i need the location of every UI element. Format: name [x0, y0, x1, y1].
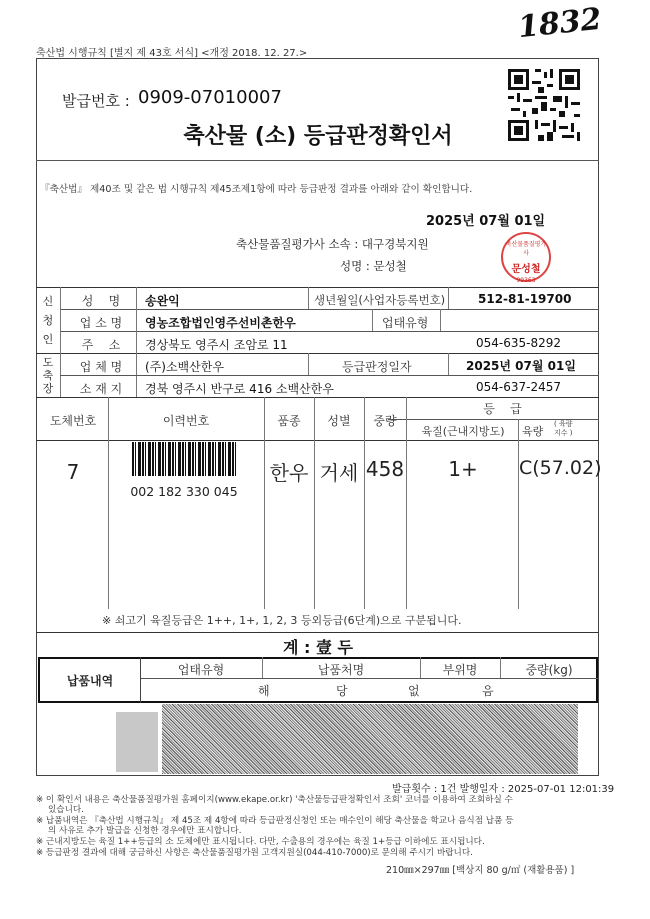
- paper-spec: 210㎜×297㎜ [백상지 80 g/㎡ (재활용품) ]: [386, 865, 575, 876]
- divider: [308, 287, 309, 309]
- name-label: 성 명: [81, 294, 121, 308]
- divider: [440, 309, 441, 331]
- divider: [60, 331, 599, 332]
- divider: [448, 353, 449, 375]
- business-name-label: 업 소 명: [79, 316, 123, 330]
- watermark-logo: [116, 712, 158, 772]
- divider: [60, 309, 599, 310]
- applicant-section-label: 신청인: [42, 295, 54, 346]
- birth-label: 생년월일(사업자등록번호): [314, 293, 446, 307]
- divider: [372, 309, 373, 331]
- sex-value: 거세: [319, 461, 359, 485]
- security-pattern: [162, 704, 578, 774]
- applicant-address: 경상북도 영주시 조암로 11: [145, 338, 288, 352]
- footer-note: ※ 근내지방도는 육질 1++등급의 소 도체에만 표시됩니다. 다만, 수출용의 경우에는 육질 1+등급 이하에도 표시됩니다.: [36, 837, 485, 847]
- issue-date: 2025년 07월 01일: [426, 214, 546, 229]
- assessor-affiliation: 축산물품질평가사 소속 : 대구경북지원: [236, 237, 429, 251]
- meat-quality-grade: 1+: [448, 457, 478, 481]
- delivery-header-type: 업태유형: [177, 663, 225, 677]
- company-label: 업 체 명: [79, 360, 123, 374]
- print-info: 발급횟수 : 1건 발행일자 : 2025-07-01 12:01:39: [392, 784, 615, 795]
- slaughterhouse-address: 경북 영주시 반구로 416 소백산한우: [145, 382, 334, 396]
- header-yield: 육량: [522, 425, 544, 438]
- location-label: 소 재 지: [79, 382, 123, 396]
- delivery-header-weight: 중량(kg): [525, 663, 573, 677]
- divider: [36, 353, 599, 354]
- footer-note: ※ 납품내역은 『축산법 시행규칙』 제 45조 제 4항에 따라 등급판정신청인 또는 매수인이 해당 축산물을 학교나 음식점 납품 등: [36, 816, 514, 826]
- grading-date-label: 등급판정일자: [342, 360, 412, 374]
- header-sex: 성별: [327, 414, 351, 428]
- divider: [36, 397, 599, 398]
- divider: [136, 287, 137, 397]
- breed-value: 한우: [269, 461, 309, 485]
- total-count: 계 : 壹 두: [282, 638, 354, 657]
- seal-number: 99363: [516, 277, 536, 284]
- slaughterhouse-name: (주)소백산한우: [145, 360, 224, 374]
- carcass-number: 7: [66, 460, 80, 484]
- header-breed: 품종: [277, 414, 301, 428]
- applicant-name: 송완익: [145, 294, 180, 308]
- grade-note: ※ 쇠고기 육질등급은 1++, 1+, 1, 2, 3 등외등급(6단계)으로 구분됩니다.: [102, 614, 462, 627]
- business-type-label: 업태유형: [382, 316, 429, 330]
- divider: [140, 678, 598, 679]
- header-grade: 등 급: [483, 402, 522, 416]
- divider: [406, 397, 407, 609]
- seal-title: 축산물품질평가사: [505, 241, 547, 257]
- delivery-none-char: 해: [258, 684, 270, 698]
- divider: [60, 287, 61, 397]
- seal-name: 문성철: [511, 264, 541, 275]
- document-title: 축산물 (소) 등급판정확인서: [183, 124, 453, 149]
- trace-barcode: [132, 442, 236, 476]
- assessor-name: 성명 : 문성철: [340, 259, 407, 273]
- divider: [448, 287, 449, 309]
- grading-date: 2025년 07월 01일: [466, 359, 576, 373]
- footer-note: ※ 이 확인서 내용은 축산물품질평가원 홈페이지(www.ekape.or.kr) '축산물등급판정확인서 조회' 코너를 이용하여 조회하실 수: [36, 795, 513, 805]
- divider: [36, 287, 599, 288]
- business-reg-number: 512-81-19700: [478, 292, 572, 306]
- form-reference: 축산법 시행규칙 [별지 제 43호 서식] <개정 2018. 12. 27.>: [36, 48, 308, 59]
- applicant-phone: 054-635-8292: [476, 336, 562, 350]
- weight-value: 458: [365, 457, 405, 481]
- trace-number: 002 182 330 045: [130, 484, 238, 499]
- header-weight: 중량: [373, 414, 397, 428]
- delivery-none-char: 당: [336, 684, 348, 698]
- address-label: 주 소: [81, 338, 121, 352]
- official-seal: [501, 232, 551, 282]
- slaughterhouse-phone: 054-637-2457: [476, 380, 562, 394]
- divider: [518, 419, 519, 609]
- header-carcass-no: 도체번호: [49, 414, 97, 428]
- header-trace-no: 이력번호: [162, 414, 210, 428]
- footer-note: 의 사유로 추가 발급을 신청한 경우에만 표시합니다.: [48, 826, 242, 836]
- handwritten-number: 1832: [516, 1, 604, 46]
- delivery-label: 납품내역: [66, 674, 114, 688]
- divider: [36, 632, 599, 633]
- issue-number-label: 발급번호 :: [62, 92, 130, 110]
- header-meat-quality: 육질(근내지방도): [421, 425, 505, 438]
- footer-note: 있습니다.: [48, 805, 84, 815]
- delivery-none-char: 없: [408, 684, 420, 698]
- intro-text: 『축산법』 제40조 및 같은 법 시행규칙 제45조제1항에 따라 등급판정 결과를 아래와 같이 확인합니다.: [40, 184, 473, 195]
- delivery-header-part: 부위명: [442, 663, 478, 677]
- business-name: 영농조합법인영주선비촌한우: [145, 316, 296, 330]
- delivery-none-char: 음: [482, 684, 494, 698]
- yield-grade: C(57.02): [519, 457, 602, 479]
- divider: [308, 353, 309, 375]
- footer-note: ※ 등급판정 결과에 대해 궁금하신 사항은 축산물품질평가원 고객지원실(044-410-7000)로 문의해 주시기 바랍니다.: [36, 848, 473, 858]
- divider: [36, 440, 599, 441]
- header-yield-index: ( 육량 지수 ): [554, 420, 573, 437]
- issue-number: 0909-07010007: [138, 87, 282, 108]
- slaughterhouse-section-label: 도축장: [42, 356, 54, 395]
- divider: [60, 375, 599, 376]
- divider: [36, 160, 599, 161]
- delivery-header-recipient: 납품처명: [317, 663, 365, 677]
